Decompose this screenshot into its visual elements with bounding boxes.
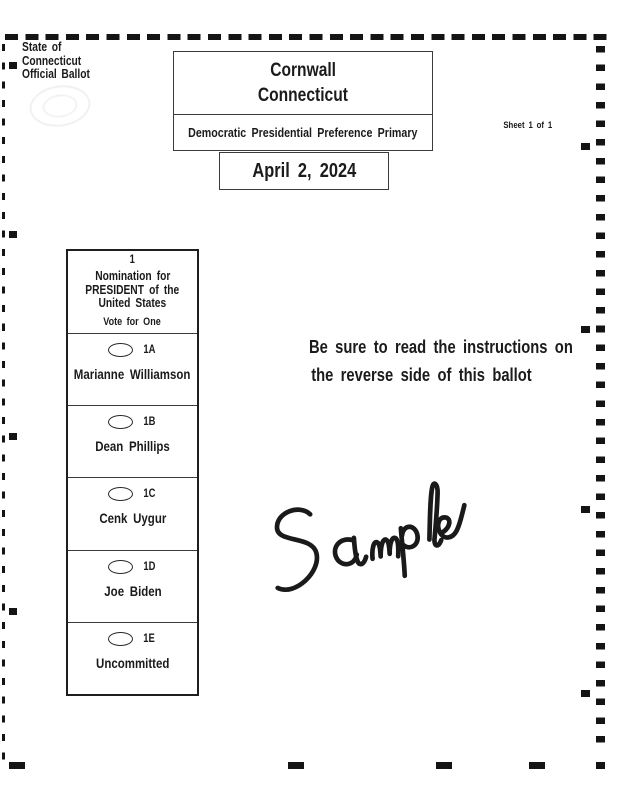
candidate-mark	[108, 560, 157, 574]
timing-mark	[436, 762, 452, 769]
timing-mark	[581, 143, 590, 150]
candidate-row	[68, 477, 197, 549]
sheet-number: Sheet 1 of 1	[503, 120, 553, 131]
timing-mark	[288, 762, 304, 769]
town-state-title	[174, 52, 432, 115]
sample-letter-S	[262, 506, 328, 592]
timing-marks-right	[596, 46, 605, 746]
sample-watermark	[262, 481, 482, 603]
candidate-code: 1C	[143, 488, 156, 501]
candidate-code: 1A	[143, 344, 156, 356]
election-date: April 2, 2024	[252, 159, 356, 182]
contest-title-bar	[174, 115, 432, 150]
state-seal	[28, 82, 93, 130]
vote-oval[interactable]	[108, 632, 133, 646]
candidate-mark	[108, 487, 157, 501]
candidate-name: Cenk Uygur	[99, 510, 166, 527]
state-official-ballot-label	[22, 41, 105, 82]
candidate-name: Uncommitted	[95, 654, 170, 671]
state-label-line: State of	[22, 40, 62, 54]
timing-mark	[529, 762, 545, 769]
vote-oval[interactable]	[108, 487, 133, 501]
candidate-row	[68, 622, 197, 694]
timing-mark	[9, 62, 17, 69]
candidate-row	[68, 550, 197, 622]
contest-column	[66, 249, 199, 696]
column-number: 1	[129, 254, 136, 266]
sample-letter-m	[368, 536, 401, 563]
candidate-mark	[108, 415, 157, 429]
candidate-name: Marianne Williamson	[74, 366, 191, 382]
candidate-mark	[108, 632, 156, 646]
sample-letter-a	[332, 535, 368, 570]
timing-mark	[9, 231, 17, 238]
contest-column-header	[68, 251, 197, 333]
sample-letter-e	[434, 505, 471, 539]
timing-mark	[581, 690, 590, 697]
election-date-box	[219, 152, 389, 190]
timing-mark	[9, 762, 25, 769]
timing-mark	[9, 608, 17, 615]
candidate-name: Dean Phillips	[95, 438, 170, 455]
timing-mark	[596, 762, 605, 769]
candidate-code: 1B	[143, 416, 156, 429]
vote-instruction: Vote for One	[103, 315, 162, 328]
candidate-name: Joe Biden	[103, 582, 162, 599]
town-name: Cornwall	[270, 60, 336, 81]
candidate-row	[68, 405, 197, 477]
timing-mark	[9, 433, 17, 440]
state-name: Connecticut	[257, 85, 349, 106]
timing-mark	[581, 326, 590, 333]
candidate-code: 1D	[143, 560, 156, 573]
ballot-header-box	[173, 51, 433, 151]
candidate-mark	[108, 343, 157, 357]
vote-oval[interactable]	[108, 560, 133, 574]
timing-mark	[581, 506, 590, 513]
state-label-line: Official Ballot	[22, 67, 90, 81]
timing-marks-left	[2, 44, 5, 766]
state-label-line: Connecticut	[22, 53, 82, 68]
candidate-row	[68, 333, 197, 405]
office-title: Nomination for PRESIDENT of the United States	[85, 269, 180, 310]
timing-marks-top	[5, 34, 613, 40]
vote-oval[interactable]	[108, 343, 133, 357]
candidate-code: 1E	[143, 632, 156, 645]
instructions-note: Be sure to read the instructions on the reverse side of this ballot	[308, 337, 573, 385]
contest-title: Democratic Presidential Preference Primary	[188, 125, 418, 140]
vote-oval[interactable]	[108, 415, 133, 429]
state-seal-inner	[42, 93, 79, 120]
